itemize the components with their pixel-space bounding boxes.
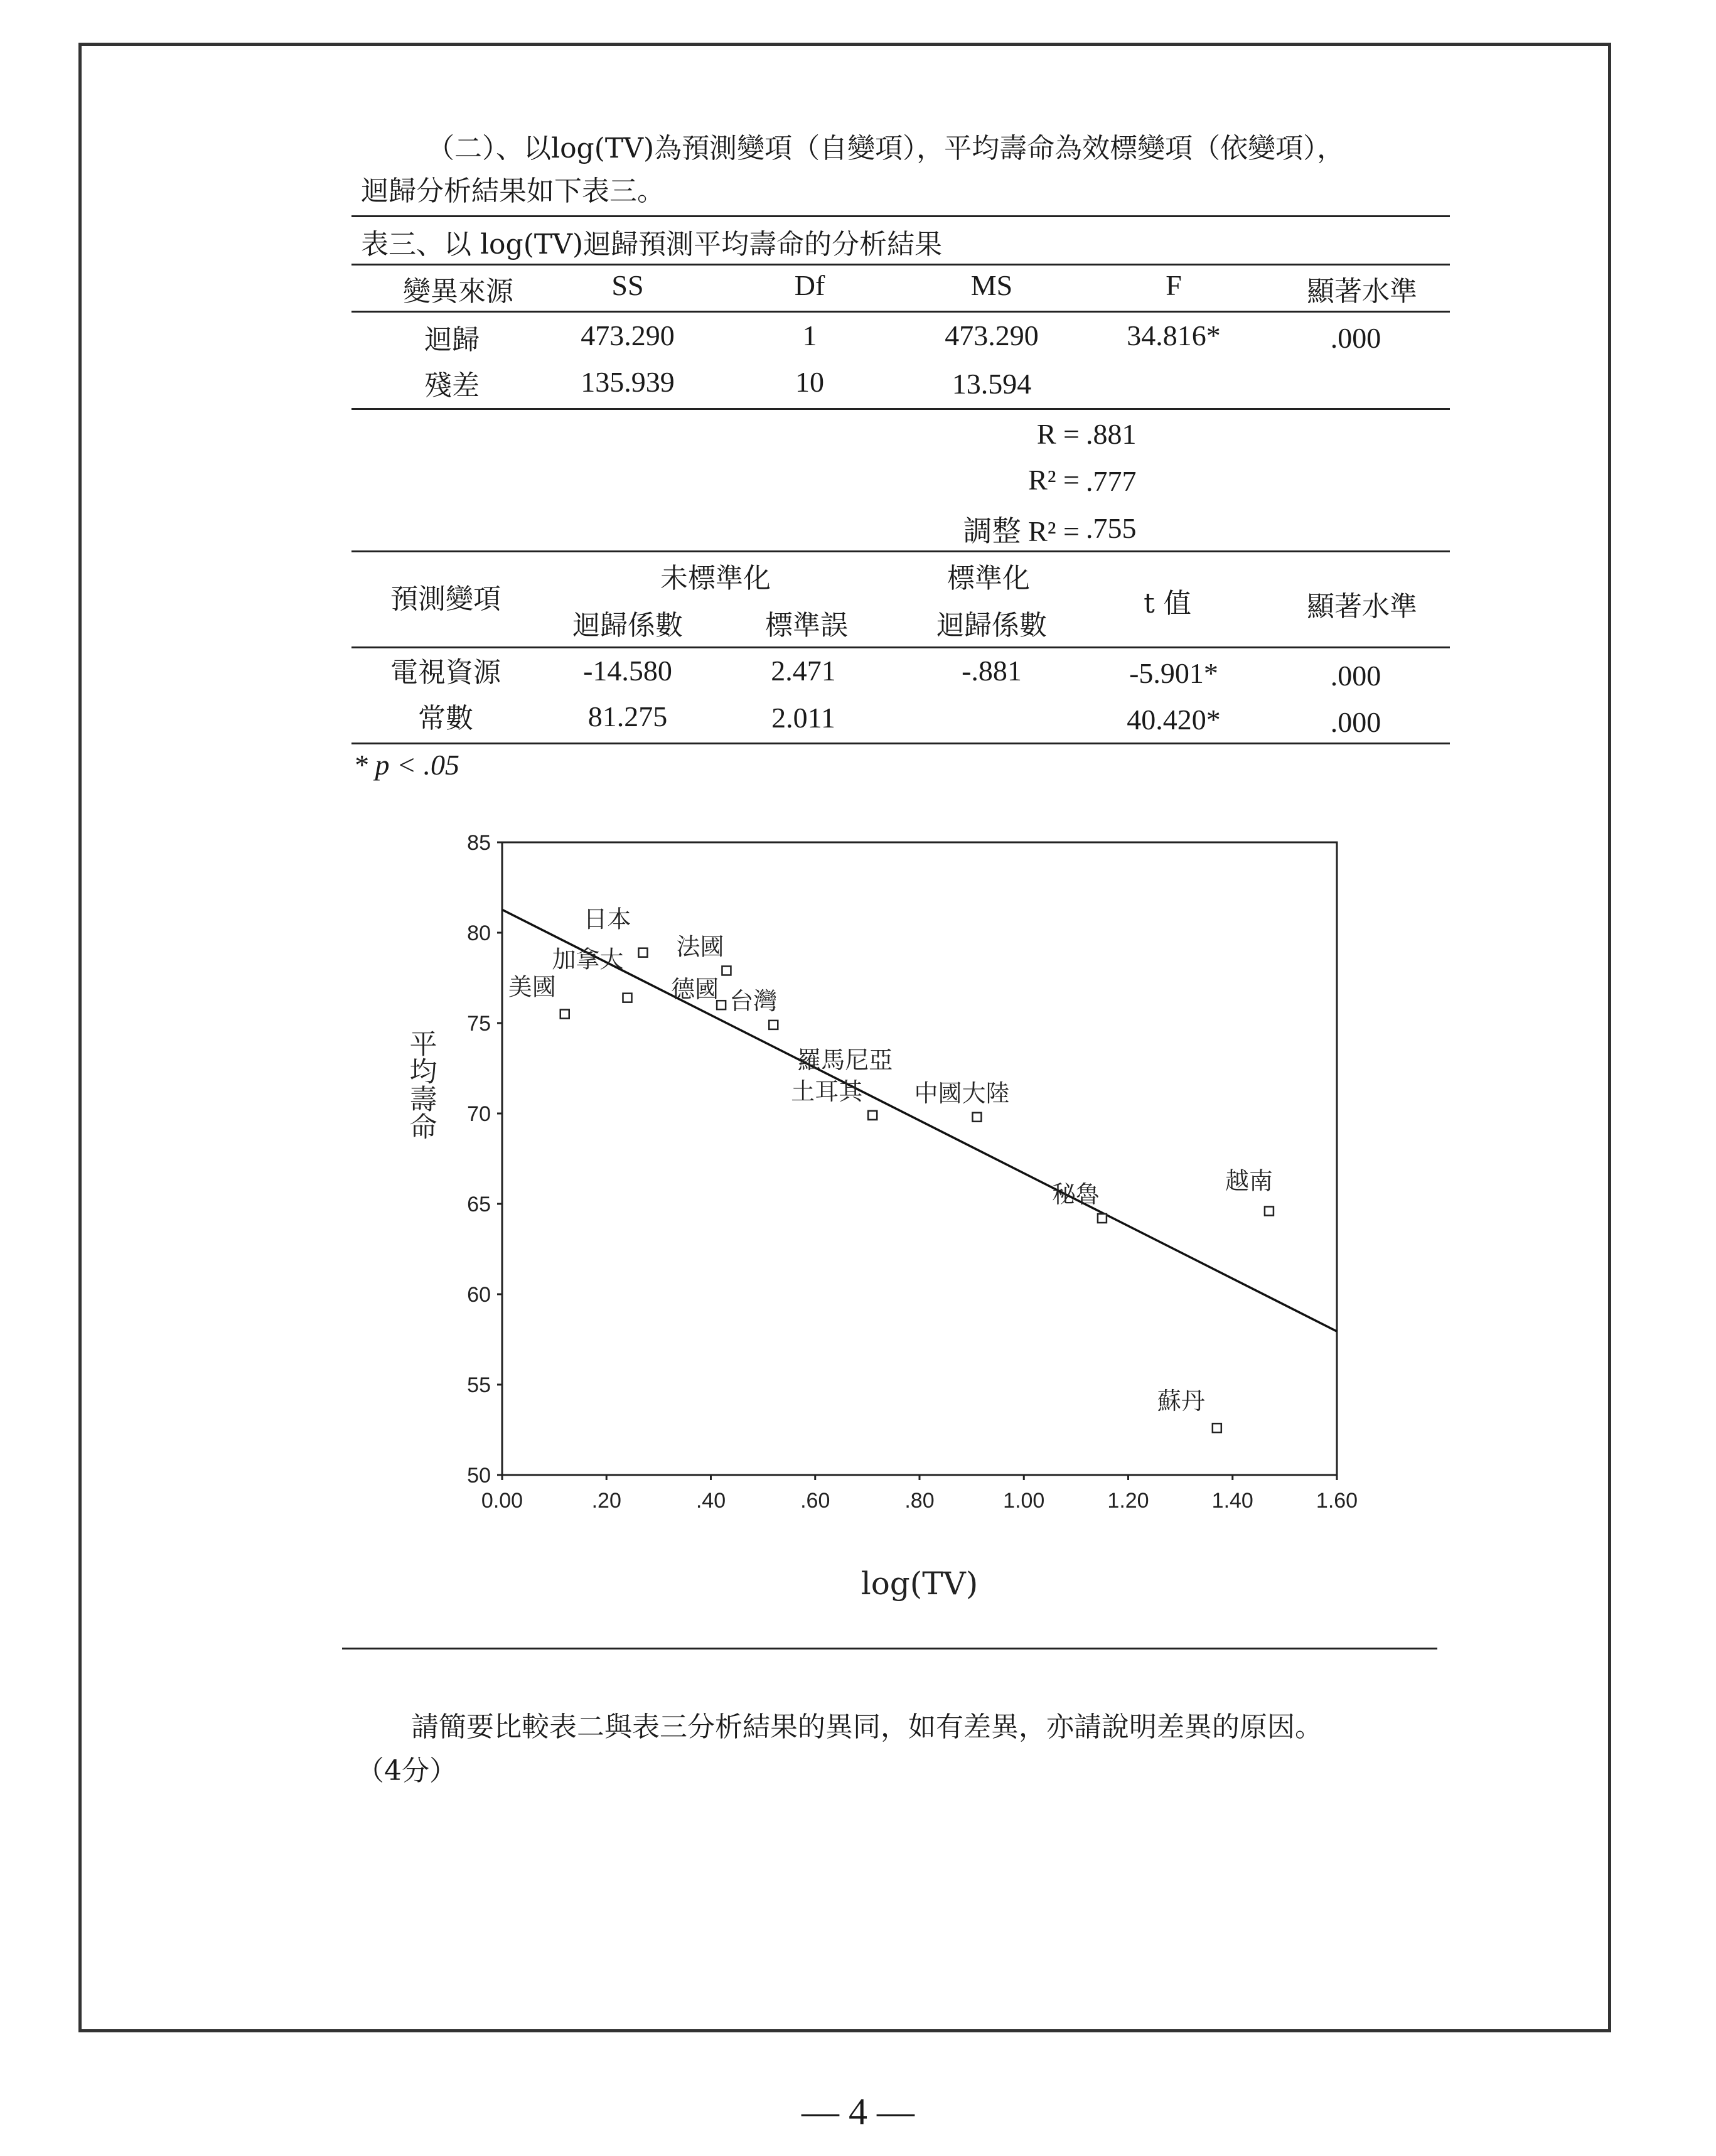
row-label: 電視資源 <box>390 657 501 689</box>
data-point <box>638 948 647 957</box>
y-tick-label: 75 <box>467 1012 491 1036</box>
table-rule <box>351 646 1450 648</box>
x-tick-label: 1.40 <box>1211 1489 1253 1513</box>
cell-ms: 13.594 <box>952 368 1032 400</box>
header-f: F <box>1166 269 1182 301</box>
point-label: 台灣 <box>729 987 778 1015</box>
y-tick-label: 55 <box>467 1373 491 1397</box>
header-unstandardized: 未標準化 <box>660 562 771 594</box>
header-se: 標準誤 <box>765 609 848 641</box>
header-predictor: 預測變項 <box>390 583 501 615</box>
data-point <box>1213 1424 1221 1432</box>
y-tick-label: 70 <box>467 1102 491 1126</box>
cell-beta: -.881 <box>962 655 1022 687</box>
r-value: .881 <box>1086 418 1137 450</box>
table-caption: 表三、以 log(TV)迴歸預測平均壽命的分析結果 <box>361 228 943 260</box>
point-label: 中國大陸 <box>914 1079 1010 1107</box>
cell-f: 34.816* <box>1127 319 1221 351</box>
cell-sig: .000 <box>1330 322 1381 354</box>
header-beta: 迴歸係數 <box>936 609 1047 641</box>
header-b: 迴歸係數 <box>572 609 683 641</box>
point-label: 美國 <box>508 973 556 1001</box>
table-rule <box>351 550 1450 552</box>
x-axis-label: log(TV) <box>861 1565 979 1602</box>
cell-se: 2.471 <box>771 655 836 687</box>
header-sig: 顯著水準 <box>1307 276 1417 308</box>
header-standardized: 標準化 <box>947 562 1030 594</box>
cell-df: 1 <box>802 319 817 351</box>
x-tick-label: .80 <box>904 1489 935 1513</box>
cell-ms: 473.290 <box>945 319 1039 351</box>
point-label: 羅馬尼亞 <box>797 1046 893 1074</box>
point-label: 加拿大 <box>552 945 624 973</box>
x-tick-label: 1.00 <box>1003 1489 1045 1513</box>
question-prompt: 請簡要比較表二與表三分析結果的異同，如有差異，亦請說明差異的原因。 <box>411 1711 1322 1743</box>
page-number: — 4 — <box>802 2091 914 2132</box>
header-source: 變異來源 <box>403 276 513 308</box>
r2-value: .777 <box>1086 465 1137 497</box>
cell-df: 10 <box>795 366 824 398</box>
intro-line-2: 迴歸分析結果如下表三。 <box>361 175 665 207</box>
cell-b: 81.275 <box>587 700 668 732</box>
r-label: R = <box>1036 418 1080 450</box>
cell-sig: .000 <box>1330 706 1381 738</box>
x-tick-label: .60 <box>800 1489 830 1513</box>
table-rule <box>351 311 1450 313</box>
y-tick-label: 80 <box>467 921 491 945</box>
row-label: 殘差 <box>424 370 480 402</box>
cell-ss: 135.939 <box>581 366 675 398</box>
table-rule <box>351 264 1450 265</box>
table-rule <box>351 215 1450 217</box>
section-rule <box>342 1648 1437 1649</box>
cell-ss: 473.290 <box>581 319 675 351</box>
y-axis-label: 平均壽命 <box>404 1029 437 1140</box>
question-points: （4分） <box>357 1755 457 1787</box>
table-footnote: * p < .05 <box>353 749 460 781</box>
data-point <box>769 1021 778 1029</box>
header-df: Df <box>794 269 825 301</box>
row-label: 迴歸 <box>424 324 480 356</box>
x-tick-label: .40 <box>695 1489 726 1513</box>
intro-line-1: （二）、以log(TV)為預測變項（自變項），平均壽命為效標變項（依變項）， <box>427 132 1345 164</box>
data-point <box>972 1113 981 1122</box>
header-t: t 值 <box>1144 587 1191 619</box>
point-label: 蘇丹 <box>1157 1387 1205 1415</box>
header-ss: SS <box>611 269 644 301</box>
data-point <box>868 1111 877 1120</box>
y-tick-label: 85 <box>467 831 491 855</box>
point-label: 日本 <box>583 905 631 933</box>
plot-frame <box>502 842 1337 1475</box>
data-point <box>722 966 731 975</box>
y-tick-label: 65 <box>467 1193 491 1216</box>
cell-se: 2.011 <box>771 702 835 734</box>
point-label: 法國 <box>676 933 724 961</box>
header-ms: MS <box>970 269 1013 301</box>
x-tick-label: 1.60 <box>1316 1489 1358 1513</box>
regression-line <box>502 909 1337 1331</box>
cell-sig: .000 <box>1330 660 1381 692</box>
header-sig: 顯著水準 <box>1307 591 1417 623</box>
y-tick-label: 50 <box>467 1464 491 1488</box>
data-point <box>1265 1207 1274 1216</box>
table-rule <box>351 743 1450 744</box>
r2-label: R² = <box>1028 464 1080 496</box>
scatter-chart <box>402 816 1418 1613</box>
point-label: 越南 <box>1225 1167 1273 1195</box>
data-point <box>1098 1214 1107 1223</box>
x-tick-label: .20 <box>591 1489 621 1513</box>
cell-b: -14.580 <box>583 655 672 687</box>
cell-t: 40.420* <box>1127 704 1221 736</box>
x-tick-label: 1.20 <box>1107 1489 1149 1513</box>
table-rule <box>351 408 1450 410</box>
cell-t: -5.901* <box>1129 657 1218 689</box>
point-label: 德國 <box>671 975 719 1004</box>
adj-r2-label: 調整 R² = <box>963 515 1080 547</box>
point-label: 秘魯 <box>1051 1181 1100 1209</box>
row-label: 常數 <box>418 702 473 734</box>
y-tick-label: 60 <box>467 1283 491 1307</box>
adj-r2-value: .755 <box>1086 512 1137 544</box>
data-point <box>623 994 632 1002</box>
x-tick-label: 0.00 <box>481 1489 523 1513</box>
data-point <box>560 1010 569 1019</box>
point-label: 土耳其 <box>791 1077 863 1105</box>
